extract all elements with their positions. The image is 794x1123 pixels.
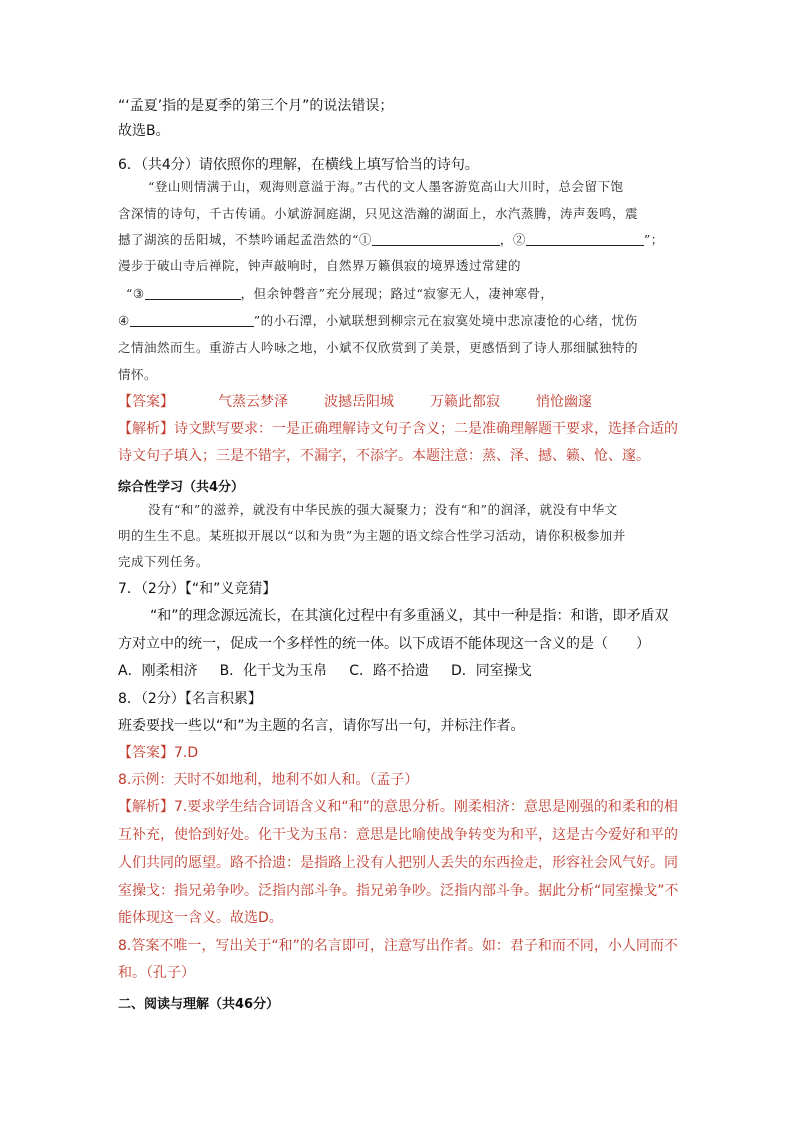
answer-item: 气蒸云梦泽 [218, 394, 288, 410]
q6-passage-line-1: “登山则情满于山，观海则意溢于海。”古代的文人墨客游览高山大川时，总会留下饱 [148, 179, 624, 194]
question-8-title: 8．（2分）【名言积累】 [118, 691, 262, 707]
analysis-line-4: 室操戈：指兄弟争吵。泛指内部斗争。指兄弟争吵。泛指内部斗争。据此分析“同室操戈”不 [118, 883, 679, 899]
q6-analysis-line-2: 诗文句子填入；三是不错字，不漏字，不添字。本题注意：蒸、泽、撼、籁、怆、邃。 [118, 448, 650, 464]
previous-choice: 故选B。 [118, 123, 170, 139]
q6-line5-text-b: ，但余钟磬音”充分展现；路过“寂寥无人，凄神寒骨， [240, 286, 554, 301]
answer-tag: 【答案】 [118, 745, 174, 761]
analysis-line-5: 能体现这一含义。故选D。 [118, 910, 283, 926]
analysis-tag: 【解析】 [118, 421, 174, 437]
q6-passage-line-5 [126, 284, 553, 304]
comp-intro-line-1: 没有“和”的滋养，就没有中华民族的强大凝聚力；没有“和”的润泽，就没有中华文 [148, 502, 618, 517]
option-a[interactable]: A．刚柔相济 [118, 663, 198, 679]
q6-passage-line-2: 含深情的诗句，千古传诵。小斌游洞庭湖，只见这浩瀚的湖面上，水汽蒸腾，涛声轰鸣，震 [118, 206, 639, 221]
answer-tag: 【答案】 [118, 394, 174, 410]
q8-stem: 班委要找一些以“和”为主题的名言，请你写出一句，并标注作者。 [118, 718, 525, 734]
analysis-text: 诗文默写要求：一是正确理解诗文句子含义；二是准确理解题干要求，选择合适的 [174, 421, 678, 437]
q7-stem-line-2: 方对立中的统一，促成一个多样性的统一体。以下成语不能体现这一含义的是（ ） [118, 636, 650, 652]
option-d[interactable]: D．同室操戈 [450, 663, 532, 679]
q7-stem-line-1: “和”的理念源远流长，在其演化过程中有多重涵义，其中一种是指：和谐，即矛盾双 [150, 608, 669, 624]
blank-4[interactable] [130, 312, 254, 327]
q6-line5-text-a: “③ [126, 286, 145, 301]
q6-passage-line-4: 漫步于破山寺后禅院，钟声敲响时，自然界万籁俱寂的境界透过常建的 [118, 258, 522, 273]
q6-passage-line-6 [118, 311, 638, 331]
section-heading-reading: 二、阅读与理解（共46分） [118, 997, 280, 1012]
q6-line3-text-c: ”； [643, 232, 664, 247]
q6-analysis-line-1 [118, 419, 678, 439]
analysis-line-6: 8.答案不唯一，写出关于“和”的名言即可，注意写出作者。如：君子和而不同，小人同而不 [118, 938, 678, 954]
q7-options [118, 661, 554, 681]
previous-analysis-note: “‘孟夏’指的是夏季的第三个月”的说法错误； [118, 98, 394, 114]
q6-answer-row [118, 392, 592, 412]
answer-text: 7.D [174, 745, 199, 761]
analysis-tag: 【解析】 [118, 799, 174, 815]
answer-item: 波撼岳阳城 [324, 394, 394, 410]
q6-line3-text-a: 撼了湖滨的岳阳城，不禁吟诵起孟浩然的“① [118, 232, 372, 247]
option-b[interactable]: B．化干戈为玉帛 [219, 663, 328, 679]
analysis-text: 7.要求学生结合词语含义和“和”的意思分析。刚柔相济：意思是刚强的和柔和的相 [174, 799, 678, 815]
answer-item: 悄怆幽邃 [536, 394, 592, 410]
analysis-line-3: 人们共同的愿望。路不拾遗：是指路上没有人把别人丢失的东西捡走，形容社会风气好。同 [118, 855, 678, 871]
q6-passage-line-7: 之情油然而生。重游古人吟咏之地，小斌不仅欣赏到了美景，更感悟到了诗人那细腻独特的 [118, 340, 639, 355]
q6-line6-text-b: ”的小石潭，小斌联想到柳宗元在寂寞处境中悲凉凄怆的心绪，忧伤 [253, 313, 638, 328]
q6-passage-line-3 [118, 230, 664, 250]
q7-answer-row [118, 743, 198, 763]
answer-item: 万籁此都寂 [430, 394, 500, 410]
section-heading-comprehensive: 综合性学习（共4分） [118, 480, 245, 495]
blank-2[interactable] [526, 231, 644, 246]
comp-intro-line-3: 完成下列任务。 [118, 554, 210, 569]
question-6-title: 6．（共4分）请依照你的理解，在横线上填写恰当的诗句。 [118, 157, 479, 173]
comp-intro-line-2: 明的生生不息。某班拟开展以“以和为贵”为主题的语文综合性学习活动，请你积极参加并 [118, 528, 626, 543]
q6-passage-line-8: 情怀。 [118, 367, 158, 382]
analysis-line-7: 和。（孔子） [118, 965, 195, 981]
option-c[interactable]: C．路不拾遗 [349, 663, 429, 679]
blank-1[interactable] [372, 231, 500, 246]
question-7-title: 7．（2分）【“和”义竞猜】 [118, 581, 277, 597]
analysis-line-1 [118, 797, 678, 817]
q6-line6-text-a: ④ [118, 313, 130, 328]
analysis-line-2: 互补充，使恰到好处。化干戈为玉帛：意思是比喻使战争转变为和平，这是古今爱好和平的 [118, 827, 678, 843]
blank-3[interactable] [145, 285, 241, 300]
q8-answer: 8.示例：天时不如地利，地利不如人和。（孟子） [118, 772, 419, 788]
q6-line3-text-b: ，② [499, 232, 526, 247]
